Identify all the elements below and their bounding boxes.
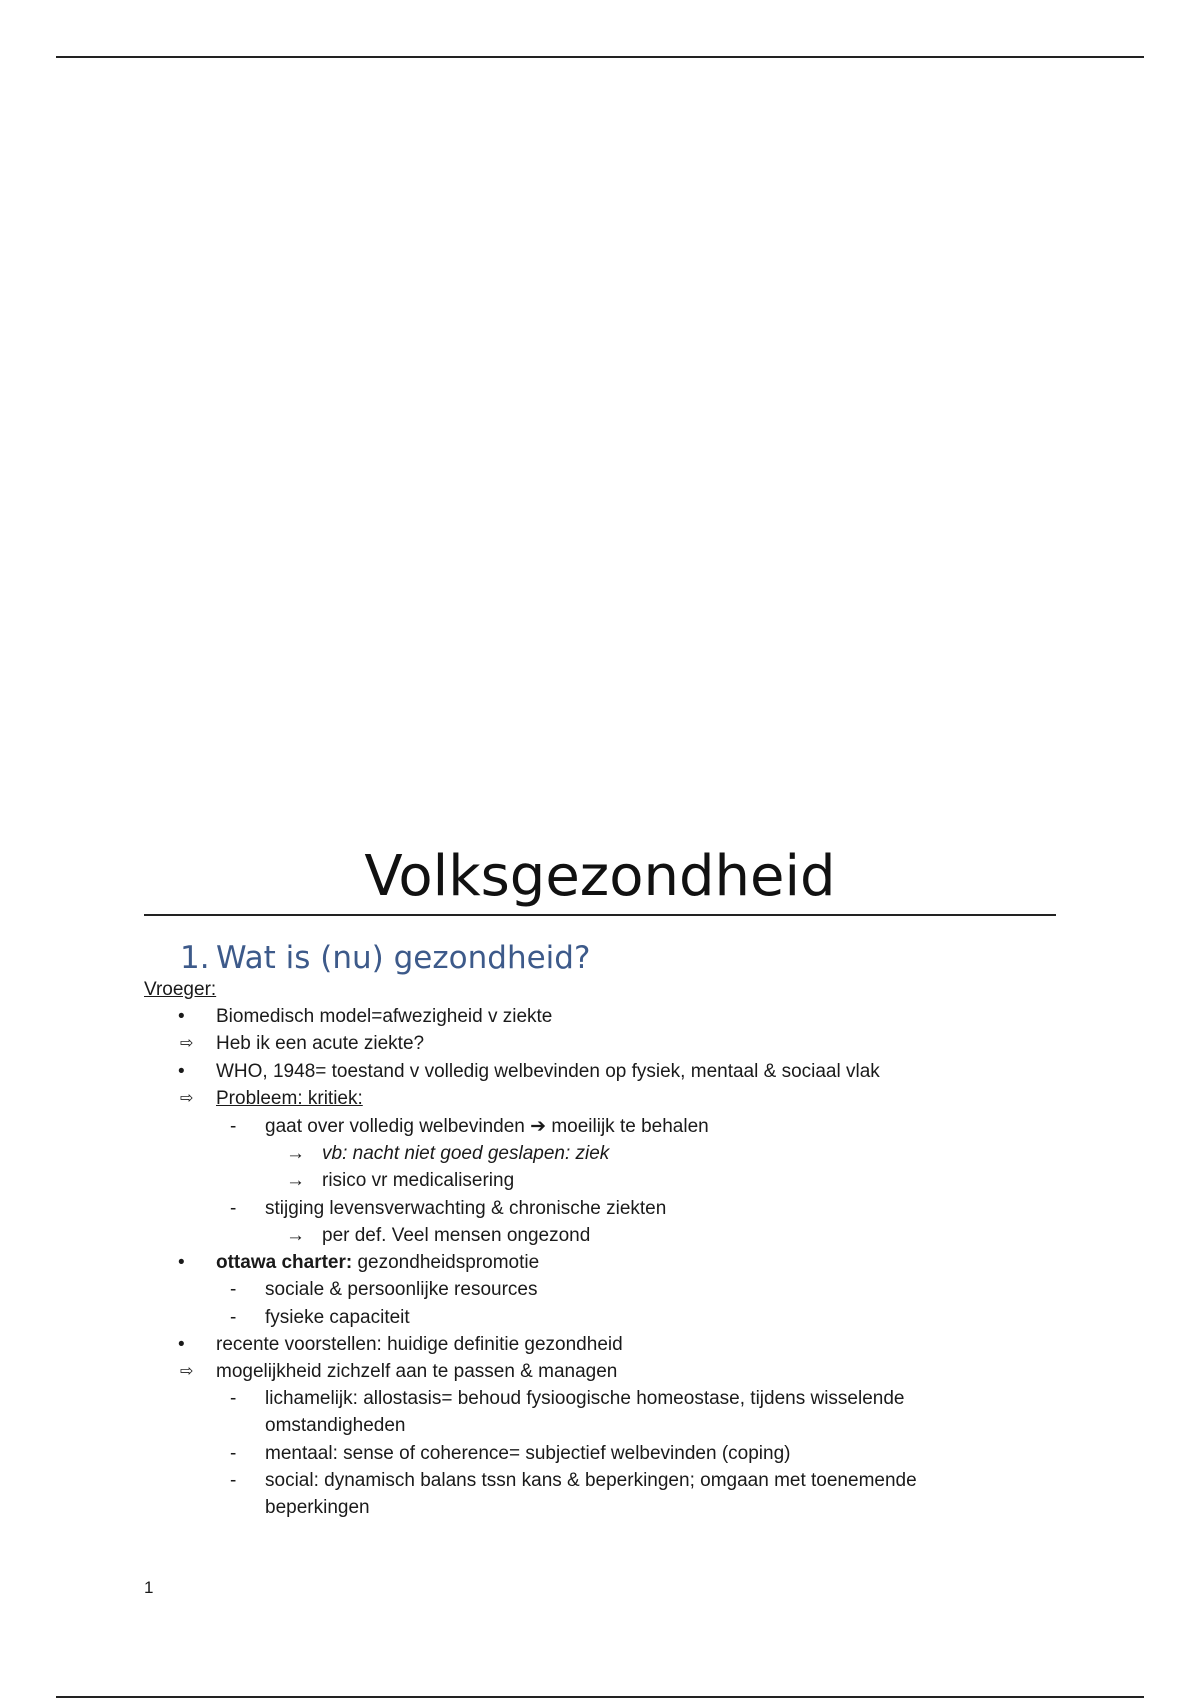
dash-icon: -	[230, 1279, 237, 1300]
outline-arrow-icon: ⇨	[180, 1035, 194, 1052]
dash-icon: -	[230, 1198, 237, 1219]
bullet-icon: •	[178, 1334, 185, 1355]
list-item: mogelijkheid zichzelf aan te passen & managen	[216, 1361, 618, 1382]
list-item	[216, 1251, 539, 1275]
list-item: Biomedisch model=afwezigheid v ziekte	[216, 1006, 553, 1027]
list-item: social: dynamisch balans tssn kans & beperkingen; omgaan met toenemende	[265, 1470, 917, 1491]
label-vroeger: Vroeger:	[144, 979, 217, 1000]
list-item-continuation: beperkingen	[265, 1497, 370, 1518]
list-item: per def. Veel mensen ongezond	[322, 1225, 591, 1246]
list-item-bold: ottawa charter:	[216, 1252, 353, 1273]
document-title: Volksgezondheid	[364, 844, 836, 909]
thin-arrow-icon: →	[286, 1225, 305, 1246]
list-item: vb: nacht niet goed geslapen: ziek	[322, 1143, 610, 1164]
bold-arrow-icon: ➔	[530, 1116, 547, 1137]
bullet-icon: •	[178, 1006, 185, 1027]
dash-icon: -	[230, 1116, 237, 1137]
section-heading	[180, 938, 590, 978]
list-item: stijging levensverwachting & chronische ziekten	[265, 1198, 667, 1219]
list-item: WHO, 1948= toestand v volledig welbevinden op fysiek, mentaal & sociaal vlak	[216, 1061, 880, 1082]
list-item: mentaal: sense of coherence= subjectief welbevinden (coping)	[265, 1443, 791, 1464]
list-item: Probleem: kritiek:	[216, 1088, 363, 1109]
list-item: risico vr medicalisering	[322, 1170, 515, 1191]
top-rule	[56, 56, 1144, 58]
bullet-icon: •	[178, 1061, 185, 1082]
list-item-text: moeilijk te behalen	[551, 1116, 709, 1137]
title-underline	[144, 914, 1056, 916]
list-item-text: gaat over volledig welbevinden	[265, 1116, 525, 1137]
section-number: 1.	[180, 940, 210, 976]
bottom-rule	[56, 1696, 1144, 1698]
list-item: fysieke capaciteit	[265, 1307, 410, 1328]
dash-icon: -	[230, 1388, 237, 1409]
outline-arrow-icon: ⇨	[180, 1363, 194, 1380]
outline-arrow-icon: ⇨	[180, 1090, 194, 1107]
thin-arrow-icon: →	[286, 1170, 305, 1191]
dash-icon: -	[230, 1470, 237, 1491]
list-item: sociale & persoonlijke resources	[265, 1279, 538, 1300]
list-item: lichamelijk: allostasis= behoud fysioogische homeostase, tijdens wisselende	[265, 1388, 905, 1409]
list-item: Heb ik een acute ziekte?	[216, 1033, 425, 1054]
dash-icon: -	[230, 1443, 237, 1464]
list-item-text: gezondheidspromotie	[352, 1252, 540, 1273]
dash-icon: -	[230, 1307, 237, 1328]
section-title: Wat is (nu) gezondheid?	[216, 940, 591, 976]
list-item	[265, 1115, 709, 1139]
list-item: recente voorstellen: huidige definitie gezondheid	[216, 1334, 623, 1355]
list-item-continuation: omstandigheden	[265, 1415, 406, 1436]
bullet-icon: •	[178, 1252, 185, 1273]
thin-arrow-icon: →	[286, 1143, 305, 1164]
page-number: 1	[144, 1578, 154, 1597]
